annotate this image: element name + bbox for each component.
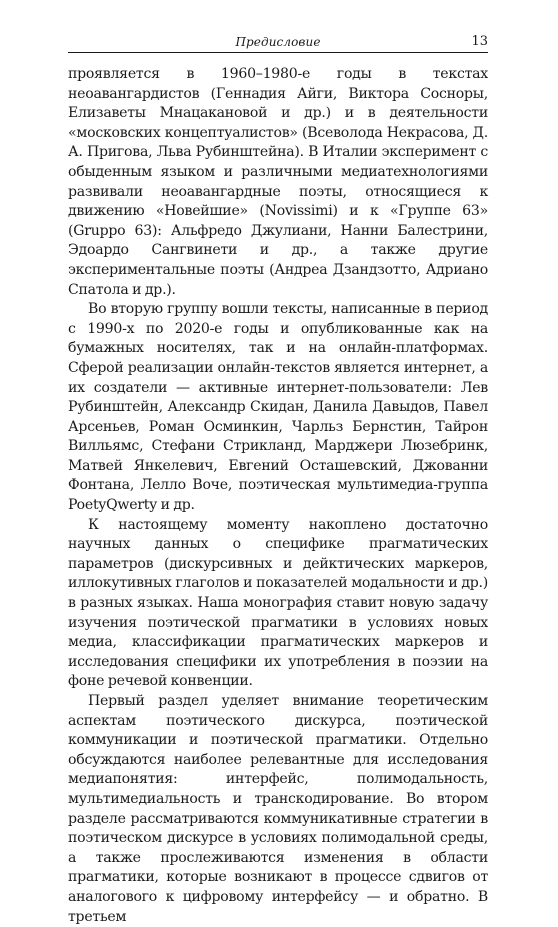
running-header	[68, 30, 488, 53]
paragraph: Первый раздел уделяет внимание теоретическим аспектам поэтического дискурса, поэтической коммуникации и поэтической прагматики. Отдельно обсуждаются наиболее релевантные для исследования медиапонятия: интерфейс, полимодальность, мультимедиальность и транскодирование. Во втором разделе рассматриваются коммуникативные стратегии в поэтическом дискурсе в условиях полимодальной среды, а также прослеживаются изменения в области прагматики, которые возникают в процессе сдвигов от аналогового к цифровому интерфейсу — и обратно. В третьем	[68, 693, 488, 925]
running-title: Предисловие	[235, 35, 321, 49]
paragraph: Во вторую группу вошли тексты, написанные в период с 1990-х по 2020-е годы и опубликованные как на бумажных носителях, так и на онлайн-платформах. Сферой реализации онлайн-текстов является интернет, а их создатели — активные интернет-пользователи: Лев Рубинштейн, Александр Скидан, Данила Давыдов, Павел Арсеньев, Роман Осминкин, Чарльз Бернстин, Тайрон Вилльямс, Стефани Стрикланд, Марджери Люзебринк, Матвей Янкелевич, Евгений Осташевский, Джованни Фонтана, Лелло Воче, поэтическая мультимедиа-группа PoetyQwerty и др.	[68, 301, 488, 514]
paragraph-continuation: проявляется в 1960–1980-е годы в текстах неоавангардистов (Геннадия Айги, Виктора Сосноры, Елизаветы Мнацакановой и др.) и в деятельности «московских концептуалистов» (Всеволода Некрасова, Д. А. Пригова, Льва Рубинштейна). В Италии эксперимент с обыденным языком и различными медиатехнологиями развивали неоавангардные поэты, относящиеся к движению «Новейшие» (Novissimi) и к «Группе 63» (Gruppo 63): Альфредо Джулиани, Нанни Балестрини, Эдоардо Сангвинети и др., а также другие экспериментальные поэты (Андреа Дзандзотто, Адриано Спатола и др.).	[68, 66, 488, 298]
body-text	[68, 65, 488, 927]
book-page	[68, 30, 488, 927]
page-number: 13	[471, 34, 488, 49]
paragraph: К настоящему моменту накоплено достаточно научных данных о специфике прагматических параметров (дискурсивных и дейктических маркеров, иллокутивных глаголов и показателей модальности и др.) в разных языках. Наша монография ставит новую задачу изучения поэтической прагматики в условиях новых медиа, классификации прагматических маркеров и исследования специфики их употребления в поэзии на фоне речевой конвенции.	[68, 516, 488, 690]
